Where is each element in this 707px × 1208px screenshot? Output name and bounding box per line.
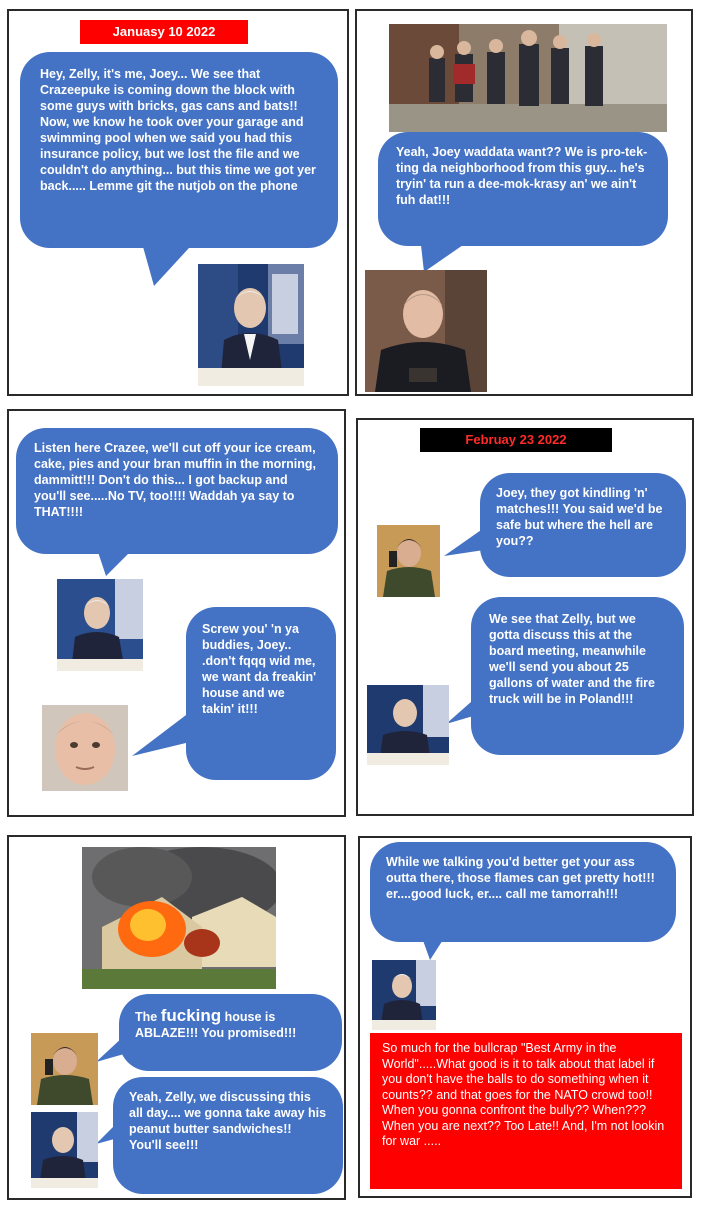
joey-on-phone-photo: [198, 264, 304, 386]
speech-tail: [96, 1036, 124, 1062]
bubble-text-emphasis: fucking: [160, 1006, 222, 1025]
speech-bubble-crazee-1: Yeah, Joey waddata want?? We is pro-tek-ting da neighborhood from this guy... he's tryin' ta run a dee-mok-krasy an' we ain't fuh dat!!!: [378, 132, 668, 246]
joey-on-phone-photo: [31, 1112, 98, 1188]
joey-on-phone-photo: [57, 579, 143, 671]
speech-bubble-joey-3: We see that Zelly, but we gotta discuss this at the board meeting, meanwhile we'll send you about 25 gallons of water and the fire truck will be in Poland!!!: [471, 597, 684, 755]
zelly-on-phone-photo: [377, 525, 440, 597]
speech-bubble-joey-2: Listen here Crazee, we'll cut off your ice cream, cake, pies and your bran muffin in the morning, dammitt!!! Don't do this... I got backup and you'll see.....No TV, too!!!! Waddah ya say to THAT!!!!: [16, 428, 338, 554]
bubble-text-pre: The: [135, 1010, 161, 1024]
burning-house-photo: [82, 847, 276, 989]
red-commentary-box: So much for the bullcrap "Best Army in the World".....What good is it to talk about that label if you don't have the balls to do something when it counts?? and that goes for the NATO crowd too!! When you gonna confront the bully?? When??? When you are next?? Too Late!! And, I'm not lookin for war .....: [370, 1033, 682, 1189]
speech-bubble-joey-4: Yeah, Zelly, we discussing this all day.... we gonna take away his peanut butter sandwiches!! You'll see!!!: [113, 1077, 343, 1194]
speech-bubble-zelly-1: Joey, they got kindling 'n' matches!!! You said we'd be safe but where the hell are you??: [480, 473, 686, 577]
speech-tail: [420, 236, 480, 274]
speech-tail: [96, 546, 142, 578]
speech-tail: [96, 1122, 118, 1146]
crazee-on-phone-photo: [365, 270, 487, 392]
date-label-2: Februay 23 2022: [420, 428, 612, 452]
joey-on-phone-photo: [367, 685, 449, 765]
speech-tail: [444, 528, 484, 558]
date-label-1: Januasy 10 2022: [80, 20, 248, 44]
speech-bubble-zelly-2: [119, 994, 342, 1071]
crazee-face-photo: [42, 705, 128, 791]
joey-on-phone-photo: [372, 960, 436, 1030]
zelly-on-phone-photo: [31, 1033, 98, 1105]
speech-bubble-joey-1: Hey, Zelly, it's me, Joey... We see that Crazeepuke is coming down the block with some guys with bricks, gas cans and bats!! Now, we know he took over your garage and swimming pool when we said you had this insurance policy, but we lost the file and we couldn't do anything... but this time we got yer back..... Lemme git the nutjob on the phone: [20, 52, 338, 248]
speech-tail: [420, 932, 450, 962]
gang-street-photo: [389, 24, 667, 132]
speech-bubble-joey-5: While we talking you'd better get your ass outta there, those flames can get pretty hot!!! er....good luck, er.... call me tamorrah!!!: [370, 842, 676, 942]
speech-tail: [446, 694, 480, 726]
bubble-text-post: house is ABLAZE!!! You promised!!!: [135, 1010, 297, 1040]
speech-tail: [132, 712, 190, 756]
speech-bubble-crazee-2: Screw you' 'n ya buddies, Joey.. .don't fqqq wid me, we want da freakin' house and we takin' it!!!: [186, 607, 336, 780]
